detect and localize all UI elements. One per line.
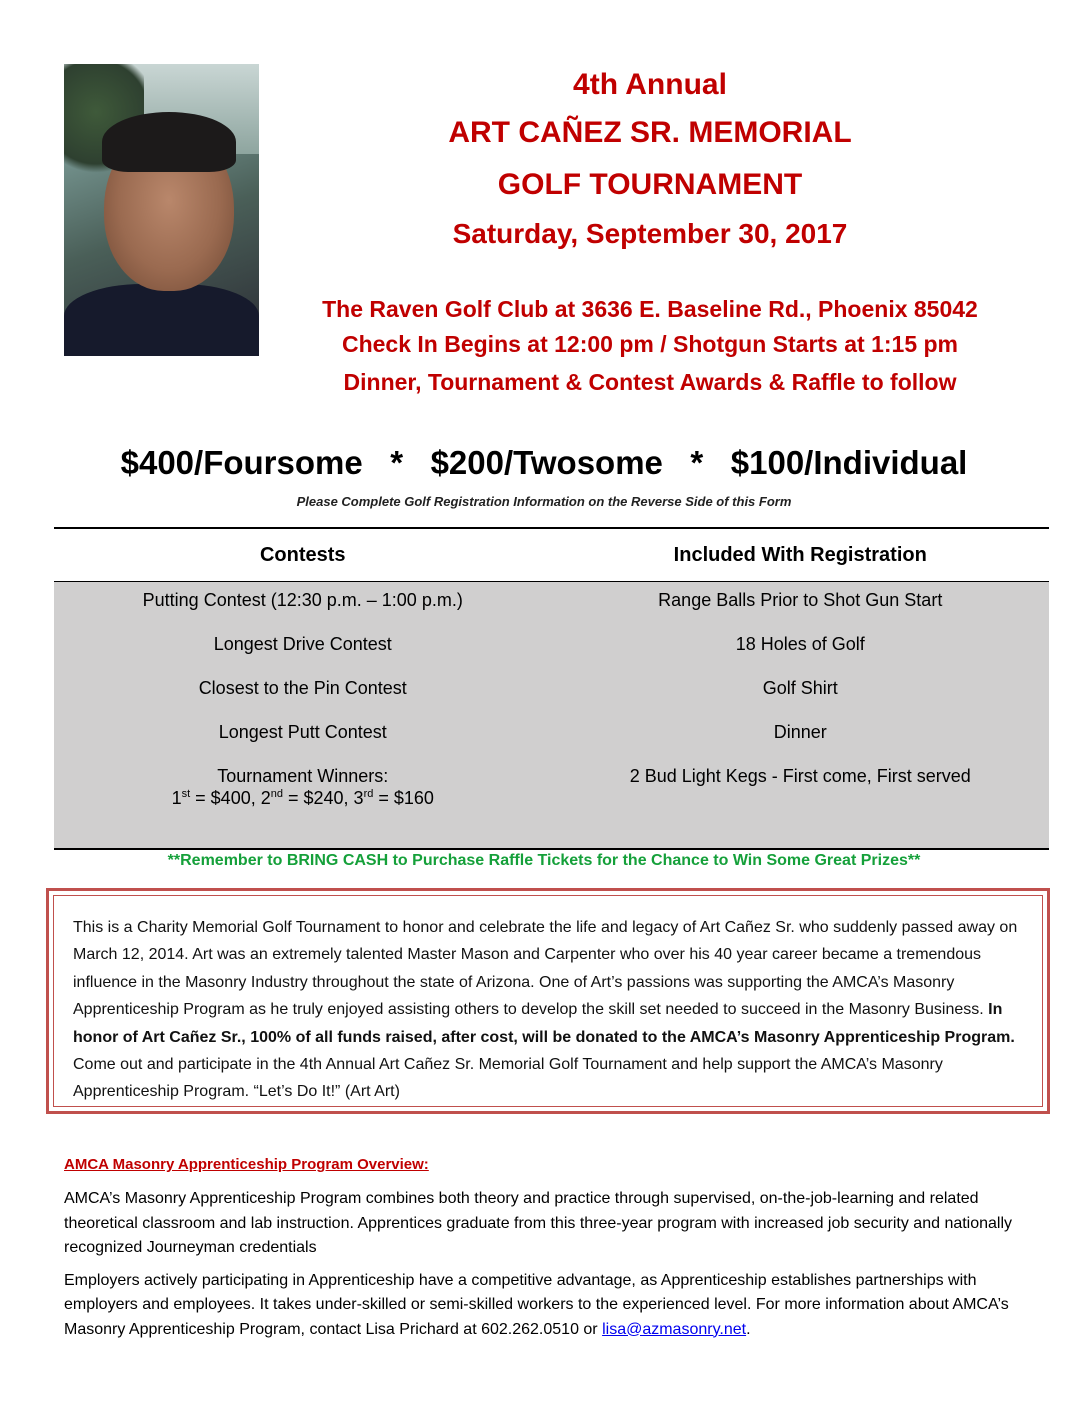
contest-item: Longest Drive Contest bbox=[213, 634, 392, 654]
memorial-box bbox=[46, 888, 1050, 1114]
contests-column bbox=[54, 582, 552, 848]
followup-line: Dinner, Tournament & Contest Awards & Raffle to follow bbox=[343, 369, 957, 395]
contests-header: Contests bbox=[259, 543, 346, 566]
included-item: Golf Shirt bbox=[762, 678, 838, 698]
overview-paragraph-2: Employers actively participating in Apprenticeship have a competitive advantage, as Apprenticeship establishes partnerships with employers and employees. It takes under-skilled or semi-skilled workers to the experienced level. For more information about AMCA’s Masonry Apprenticeship Program, contact Lisa Prichard at 602.262.0510 or lisa@azmasonry.net. bbox=[64, 1271, 1009, 1338]
memorial-photo bbox=[64, 64, 259, 356]
checkin-line: Check In Begins at 12:00 pm / Shotgun Starts at 1:15 pm bbox=[341, 331, 959, 357]
winners-label: Tournament Winners: bbox=[217, 766, 389, 786]
photo-shirt bbox=[64, 284, 259, 356]
memorial-heading: ART CAÑEZ SR. MEMORIAL bbox=[448, 116, 852, 149]
winners-prizes: 1st = $400, 2nd = $240, 3rd = $160 bbox=[171, 788, 434, 808]
table-header bbox=[54, 529, 1049, 581]
annual-heading: 4th Annual bbox=[573, 68, 727, 101]
included-item: 18 Holes of Golf bbox=[735, 634, 865, 654]
program-overview bbox=[64, 1156, 1024, 1350]
email-link[interactable]: lisa@azmasonry.net bbox=[602, 1320, 747, 1338]
contest-item: Longest Putt Contest bbox=[218, 722, 387, 742]
table-body bbox=[54, 581, 1049, 850]
overview-title: AMCA Masonry Apprenticeship Program Overview: bbox=[64, 1156, 429, 1173]
contest-item: Putting Contest (12:30 p.m. – 1:00 p.m.) bbox=[142, 590, 463, 610]
included-item: Range Balls Prior to Shot Gun Start bbox=[658, 590, 943, 610]
included-column bbox=[552, 582, 1050, 848]
winners-item bbox=[54, 763, 552, 807]
pricing-line: $400/Foursome * $200/Twosome * $100/Individual bbox=[120, 444, 968, 481]
included-header: Included With Registration bbox=[673, 543, 927, 566]
included-item: Dinner bbox=[773, 722, 827, 742]
memorial-text: This is a Charity Memorial Golf Tournament to honor and celebrate the life and legacy of Art Cañez Sr. who suddenly passed away on March 12, 2014. Art was an extremely talented Master Mason and Carpenter who over his 40 year career became a tremendous influence in the Masonry Industry throughout the state of Arizona. One of Art’s passions was supporting the AMCA’s Masonry Apprenticeship Program as he truly enjoyed assisting others to develop the skill set needed to succeed in the Masonry Business. In honor of Art Cañez Sr., 100% of all funds raised, after cost, will be donated to the AMCA’s Masonry Apprenticeship Program. Come out and participate in the 4th Annual Art Cañez Sr. Memorial Golf Tournament and help support the AMCA’s Masonry Apprenticeship Program. “Let’s Do It!” (Art Art) bbox=[53, 895, 1043, 1107]
overview-paragraph-1: AMCA’s Masonry Apprenticeship Program combines both theory and practice through supervised, on-the-job-learning and related theoretical classroom and lab instruction. Apprentices graduate from this three-year program with increased job security and nationally recognized Journeyman credentials bbox=[64, 1190, 1013, 1256]
tournament-heading: GOLF TOURNAMENT bbox=[497, 168, 803, 201]
raffle-cash-note: **Remember to BRING CASH to Purchase Raffle Tickets for the Chance to Win Some Great Prizes** bbox=[167, 852, 921, 869]
included-item: 2 Bud Light Kegs - First come, First served bbox=[629, 766, 971, 786]
registration-note: Please Complete Golf Registration Information on the Reverse Side of this Form bbox=[296, 494, 792, 509]
event-date: Saturday, September 30, 2017 bbox=[452, 218, 848, 249]
photo-hair bbox=[102, 112, 236, 172]
venue-line: The Raven Golf Club at 3636 E. Baseline Rd., Phoenix 85042 bbox=[322, 296, 978, 322]
contests-table bbox=[54, 527, 1049, 850]
contest-item: Closest to the Pin Contest bbox=[198, 678, 407, 698]
